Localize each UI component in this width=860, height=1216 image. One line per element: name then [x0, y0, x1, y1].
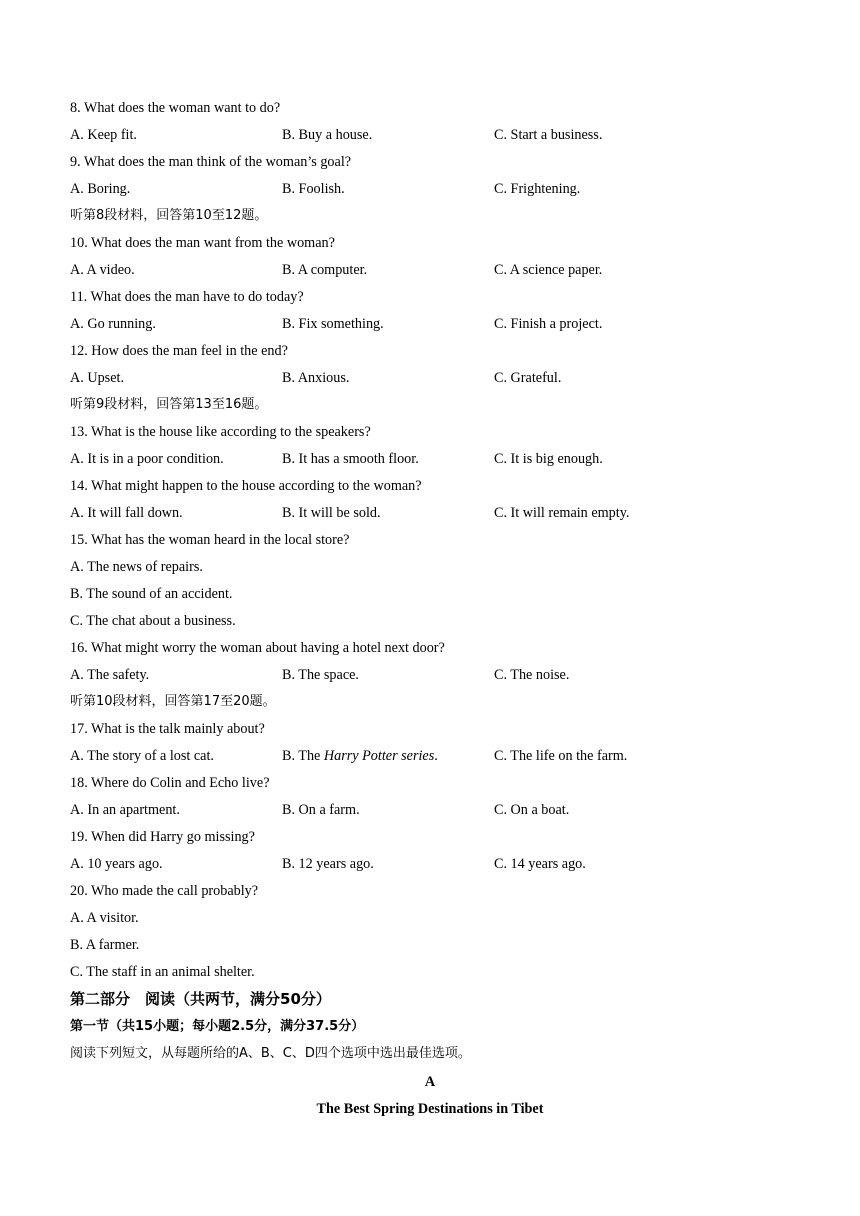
option-17a: A. The story of a lost cat. — [70, 748, 214, 764]
option-15b: B. The sound of an accident. — [70, 586, 233, 602]
option-20b: B. A farmer. — [70, 937, 140, 953]
option-13c: C. It is big enough. — [494, 451, 603, 467]
option-11c: C. Finish a project. — [494, 316, 603, 332]
option-18c: C. On a boat. — [494, 802, 570, 818]
option-17b — [282, 747, 438, 765]
option-12c: C. Grateful. — [494, 370, 562, 386]
option-16a: A. The safety. — [70, 667, 150, 683]
question-13: 13. What is the house like according to the speakers? — [70, 424, 371, 440]
option-9a: A. Boring. — [70, 181, 131, 197]
option-17b-title: Harry Potter series — [323, 748, 435, 764]
option-10c: C. A science paper. — [494, 262, 603, 278]
option-19b: B. 12 years ago. — [282, 856, 374, 872]
option-8b: B. Buy a house. — [282, 127, 373, 143]
passage-letter: A — [424, 1074, 436, 1090]
option-13b: B. It has a smooth floor. — [282, 451, 419, 467]
section-9-instruction: 听第9段材料，回答第13至16题。 — [70, 397, 268, 412]
question-18: 18. Where do Colin and Echo live? — [70, 775, 270, 791]
option-14c: C. It will remain empty. — [494, 505, 630, 521]
option-17c: C. The life on the farm. — [494, 748, 628, 764]
question-10: 10. What does the man want from the woman? — [70, 235, 335, 251]
passage-title: The Best Spring Destinations in Tibet — [316, 1101, 544, 1117]
option-14a: A. It will fall down. — [70, 505, 183, 521]
section-10-instruction: 听第10段材料，回答第17至20题。 — [70, 694, 276, 709]
option-17b-suffix: . — [434, 748, 438, 764]
option-11b: B. Fix something. — [282, 316, 384, 332]
option-18a: A. In an apartment. — [70, 802, 180, 818]
section-8-instruction: 听第8段材料，回答第10至12题。 — [70, 208, 268, 223]
option-15a: A. The news of repairs. — [70, 559, 203, 575]
option-16b: B. The space. — [282, 667, 359, 683]
option-11a: A. Go running. — [70, 316, 156, 332]
option-9b: B. Foolish. — [282, 181, 345, 197]
option-12b: B. Anxious. — [282, 370, 350, 386]
part-2-heading: 第二部分 阅读（共两节，满分50分） — [70, 990, 331, 1008]
question-11: 11. What does the man have to do today? — [70, 289, 304, 305]
question-14: 14. What might happen to the house according to the woman? — [70, 478, 422, 494]
reading-instruction: 阅读下列短文，从每题所给的A、B、C、D四个选项中选出最佳选项。 — [70, 1046, 471, 1061]
question-15: 15. What has the woman heard in the local store? — [70, 532, 350, 548]
question-12: 12. How does the man feel in the end? — [70, 343, 288, 359]
option-16c: C. The noise. — [494, 667, 570, 683]
option-10b: B. A computer. — [282, 262, 368, 278]
option-13a: A. It is in a poor condition. — [70, 451, 224, 467]
question-19: 19. When did Harry go missing? — [70, 829, 255, 845]
question-9: 9. What does the man think of the woman’s goal? — [70, 154, 352, 170]
option-19c: C. 14 years ago. — [494, 856, 586, 872]
option-10a: A. A video. — [70, 262, 135, 278]
option-14b: B. It will be sold. — [282, 505, 381, 521]
section-1-heading: 第一节（共15小题；每小题2.5分，满分37.5分） — [70, 1019, 365, 1034]
option-8c: C. Start a business. — [494, 127, 603, 143]
question-20: 20. Who made the call probably? — [70, 883, 259, 899]
option-20c: C. The staff in an animal shelter. — [70, 964, 255, 980]
question-8: 8. What does the woman want to do? — [70, 100, 281, 116]
option-9c: C. Frightening. — [494, 181, 581, 197]
option-8a: A. Keep fit. — [70, 127, 137, 143]
question-16: 16. What might worry the woman about having a hotel next door? — [70, 640, 445, 656]
question-17: 17. What is the talk mainly about? — [70, 721, 265, 737]
option-20a: A. A visitor. — [70, 910, 139, 926]
option-15c: C. The chat about a business. — [70, 613, 236, 629]
option-12a: A. Upset. — [70, 370, 124, 386]
option-19a: A. 10 years ago. — [70, 856, 163, 872]
option-17b-prefix: B. The — [282, 748, 324, 764]
option-18b: B. On a farm. — [282, 802, 360, 818]
